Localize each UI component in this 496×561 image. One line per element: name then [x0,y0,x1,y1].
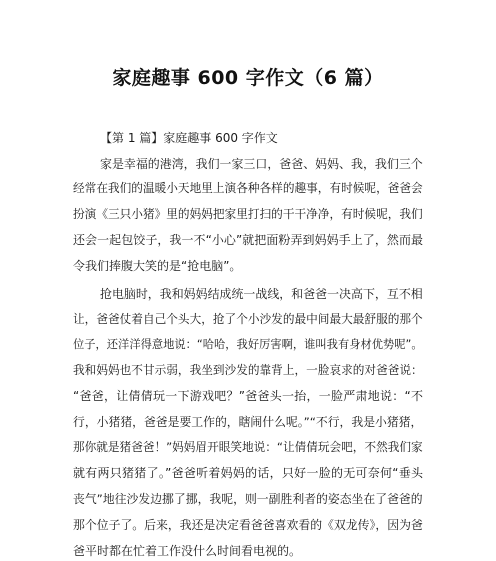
paragraph-line: 我和妈妈也不甘示弱，我坐到沙发的靠背上，一脸哀求的对爸爸说： [73,363,423,377]
paragraph-line: 家是幸福的港湾，我们一家三口，爸爸、妈妈、我，我们三个 [100,157,423,171]
paragraph-line: 还会一起包饺子，我一不“小心”就把面粉弄到妈妈手上了，然而最 [73,233,424,247]
paragraph-line: “爸爸，让倩倩玩一下游戏吧？”爸爸头一抬，一脸严肃地说：“不 [73,389,424,403]
paragraph-line: 丧气”地往沙发边挪了挪，我呢，则一副胜利者的姿态坐在了爸爸的 [73,492,423,506]
paragraph-line: 就有两只猪猪了。”爸爸听着妈妈的话，只好一脸的无可奈何“垂头 [73,466,424,480]
paragraph-line: 扮演《三只小猪》里的妈妈把家里打扫的干干净净，有时候呢，我们 [73,207,423,221]
paragraph-line: 位子，还洋洋得意地说：“哈哈，我好厉害啊，谁叫我有身材优势呢”。 [73,338,423,351]
document-title: 家庭趣事 600 字作文（6 篇） [112,67,384,89]
paragraph-line: 经常在我们的温暖小天地里上演各种各样的趣事，有时候呢，爸爸会 [73,181,423,195]
paragraph-line: 抢电脑时，我和妈妈结成统一战线，和爸爸一决高下，互不相 [100,287,423,301]
paragraph-line: 让，爸爸仗着自己个头大，抢了个小沙发的最中间最大最舒服的那个 [73,312,423,326]
paragraph-line: 那你就是猪爸爸！”妈妈眉开眼笑地说：“让倩倩玩会吧，不然我们家 [73,440,423,454]
paragraph-line: 令我们捧腹大笑的是“抢电脑”。 [73,259,242,273]
paragraph-line: 爸平时都在忙着工作没什么时间看电视的。 [73,544,302,558]
section-heading: 【第 1 篇】家庭趣事 600 字作文 [100,131,278,145]
paragraph-line: 行，小猪猪，爸爸是要工作的，瞎闹什么呢。”“不行，我是小猪猪， [73,415,423,429]
paragraph-line: 那个位子了。后来，我还是决定看爸爸喜欢看的《双龙传》，因为爸 [73,518,423,532]
